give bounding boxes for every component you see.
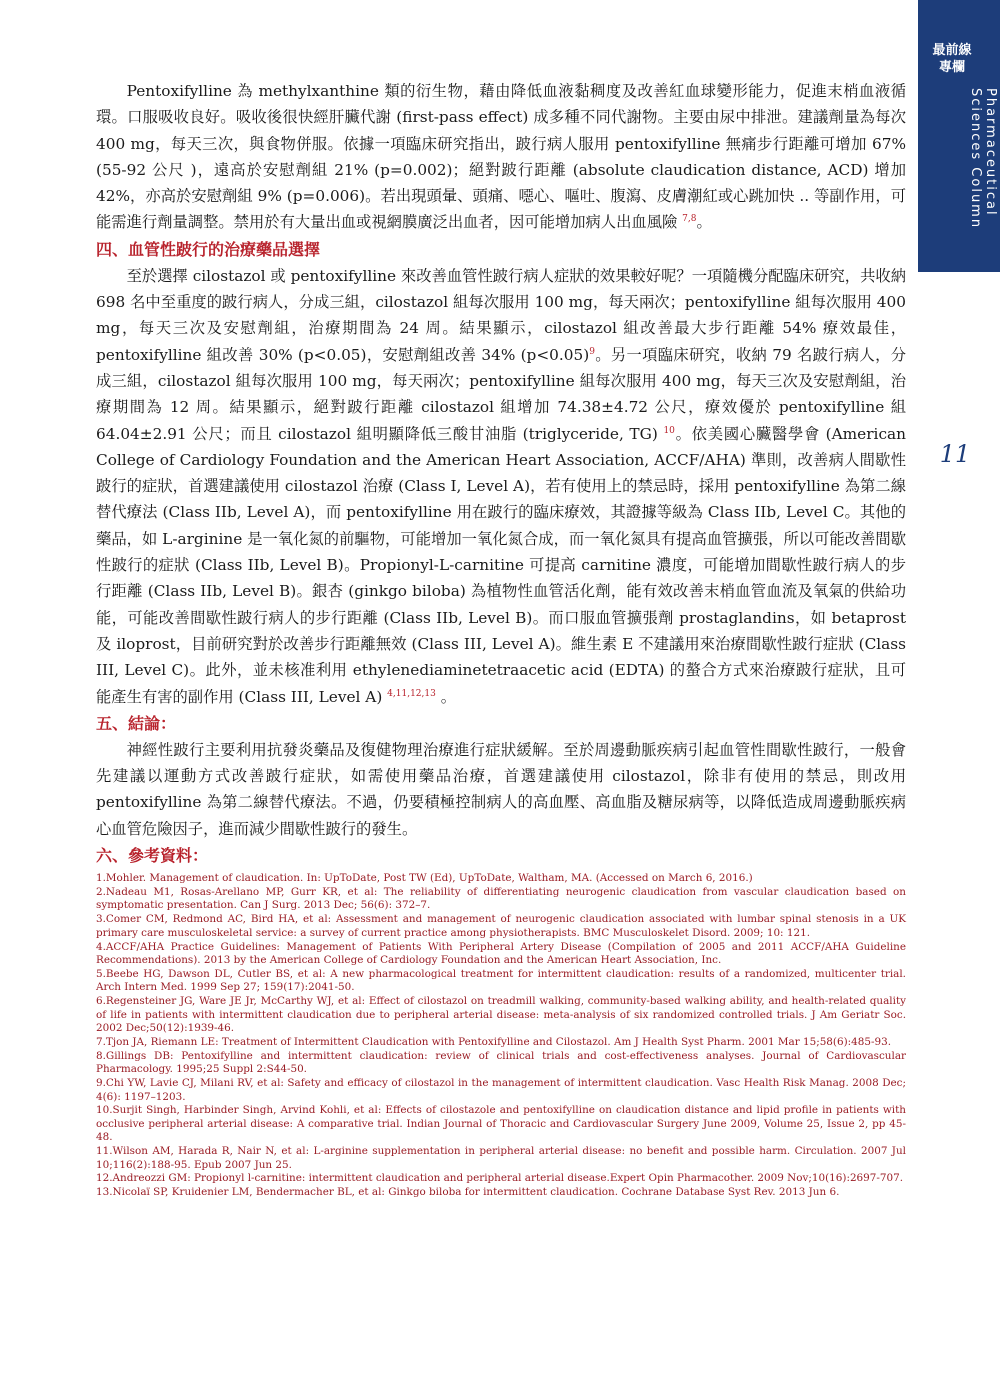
column-title-en <box>968 88 998 229</box>
reference-item: 5.Beebe HG, Dawson DL, Cutler BS, et al: A new pharmacological treatment for intermittent claudication: results of a randomized, multicenter trial. Arch Intern Med. 1999 Sep 27; 159(17):2041-50. <box>96 967 906 994</box>
section-heading-4: 四、血管性跛行的治療藥品選擇 <box>96 239 321 259</box>
citation-9: 9 <box>589 346 595 357</box>
column-title-cn <box>924 42 980 76</box>
reference-item: 7.Tjon JA, Riemann LE: Treatment of Intermittent Claudication with Pentoxifylline and Cilostazol. Am J Health Syst Pharm. 2001 Mar 15;58(6):485-93. <box>96 1035 891 1048</box>
reference-item: 8.Gillings DB: Pentoxifylline and intermittent claudication: review of clinical trials and cost-effectiveness analyses. Journal of Cardiovascular Pharmacology. 1995;25 Suppl 2:S44-50. <box>96 1049 906 1076</box>
paragraph-drug-selection-end: 。 <box>435 687 457 706</box>
column-title-line1: 最前線 <box>932 43 972 58</box>
paragraph-pentoxifylline-end: 。 <box>696 213 712 232</box>
article-body <box>96 78 906 1200</box>
reference-item: 3.Comer CM, Redmond AC, Bird HA, et al: Assessment and management of neurogenic claudication associated with lumbar spinal stenosis in a UK primary care musculoskeletal service: a survey of current practice among physiotherapists. BMC Musculoskelet Disord. 2009; 10: 121. <box>96 913 906 939</box>
reference-item: 9.Chi YW, Lavie CJ, Milani RV, et al: Safety and efficacy of cilostazol in the management of intermittent claudication. Vasc Health Risk Manag. 2008 Dec; 4(6): 1197–1203. <box>96 1077 906 1103</box>
citation-4-11-12-13: 4,11,12,13 <box>387 688 436 699</box>
section-heading-6: 六、參考資料： <box>96 846 209 866</box>
column-title-en-line1: Pharmaceutical <box>983 88 998 217</box>
reference-item: 10.Surjit Singh, Harbinder Singh, Arvind Kohli, et al: Effects of cilostazole and pentoxifylline on claudication distance and lipid profile in patients with occlusive peripheral arterial disease: A comparative trial. Indian Journal of Thoracic and Cardiovascular Surgery June 2009, Volume 25, Issue 2, pp 45-48. <box>96 1104 906 1144</box>
paragraph-drug-selection <box>96 263 906 710</box>
paragraph-pentoxifylline <box>96 78 906 236</box>
paragraph-drug-selection-part1: 至於選擇 cilostazol 或 pentoxifylline 來改善血管性跛行病人症狀的效果較好呢？一項隨機分配臨床研究，共收納 698 名中至重度的跛行病人，分成三組，cilostazol 組每次服用 100 mg，每天兩次；pentoxifylline 組每次服用 400 mg，每天三次及安慰劑組，治療期間為 24 周。結果顯示，cilostazol 組改善最大步行距離 54% 療效最佳，pentoxifylline 組改善 30% (p<0.05)，安慰劑組改善 34% (p<0.05) <box>96 266 906 364</box>
reference-item: 6.Regensteiner JG, Ware JE Jr, McCarthy WJ, et al: Effect of cilostazol on treadmill walking, community-based walking ability, and health-related quality of life in patients with intermittent claudication due to peripheral arterial disease: meta-analysis of six randomized controlled trials. J Am Geriatr Soc. 2002 Dec;50(12):1939-46. <box>96 995 906 1034</box>
citation-10: 10 <box>663 425 675 436</box>
reference-item: 13.Nicolaï SP, Kruidenier LM, Bendermacher BL, et al: Ginkgo biloba for intermittent claudication. Cochrane Database Syst Rev. 2013 Jun 6. <box>96 1186 840 1199</box>
reference-item: 11.Wilson AM, Harada R, Nair N, et al: L-arginine supplementation in peripheral arterial disease: no benefit and possible harm. Circulation. 2007 Jul 10;116(2):188-95. Epub 2007 Jun 25. <box>96 1145 906 1171</box>
paragraph-drug-selection-part3: 。依美國心臟醫學會 (American College of Cardiology Foundation and the American Heart Association, ACCF/AHA) 準則，改善病人間歇性跛行的症狀，首選建議使用 cilostazol 治療 (Class I, Level A)，若有使用上的禁忌時，採用 pentoxifylline 為第二線替代療法 (Class IIb, Level A)，而 pentoxifylline 用在跛行的臨床療效，其證據等級為 Class IIb, Level C。其他的藥品，如 L-arginine 是一氧化氮的前驅物，可能增加一氧化氮合成，而一氧化氮具有提高血管擴張，所以可能改善間歇性跛行的症狀 (Class IIb, Level B)。Propionyl-L-carnitine 可提高 carnitine 濃度，可能增加間歇性跛行病人的步行距離 (Class IIb, Level B)。銀杏 (ginkgo biloba) 為植物性血管活化劑，能有效改善末梢血管血流及氧氣的供給功能，可能改善間歇性跛行病人的步行距離 (Class IIb, Level B)。而口服血管擴張劑 prostaglandins，如 betaprost 及 iloprost，目前研究對於改善步行距離無效 (Class III, Level A)。維生素 E 不建議用來治療間歇性跛行症狀 (Class III, Level C)。此外，並未核准利用 ethylenediaminetetraacetic acid (EDTA) 的螯合方式來治療跛行症狀，且可能產生有害的副作用 (Class III, Level A) <box>96 424 906 706</box>
reference-item: 2.Nadeau M1, Rosas-Arellano MP, Gurr KR, et al: The reliability of differentiating neurogenic claudication from vascular claudication based on symptomatic presentation. Can J Surg. 2013 Dec; 56(6): 372–7. <box>96 885 906 912</box>
reference-item: 12.Andreozzi GM: Propionyl l-carnitine: intermittent claudication and peripheral arterial disease.Expert Opin Pharmacother. 2009 Nov;10(16):2697-707. <box>96 1172 904 1185</box>
column-title-line2: 專欄 <box>938 60 965 75</box>
reference-list <box>96 872 906 1200</box>
column-title-en-line2: Sciences Column <box>968 88 983 230</box>
column-side-tab <box>918 0 1000 272</box>
reference-item: 4.ACCF/AHA Practice Guidelines: Management of Patients With Peripheral Artery Disease (Compilation of 2005 and 2011 ACCF/AHA Guideline Recommendations). 2013 by the American College of Cardiology Foundation and the American Heart Association, Inc. <box>96 940 906 966</box>
paragraph-drug-selection-part2: 。另一項臨床研究，收納 79 名跛行病人，分成三組，cilostazol 組每次服用 100 mg，每天兩次；pentoxifylline 組每次服用 400 mg，每天三次及安慰劑組，治療期間為 12 周。結果顯示，絕對跛行距離 cilostazol 組增加 74.38±4.72 公尺，療效優於 pentoxifylline 組 64.04±2.91 公尺；而且 cilostazol 組明顯降低三酸甘油脂 (triglyceride, TG) <box>96 345 906 443</box>
page-number: 11 <box>939 440 971 468</box>
paragraph-pentoxifylline-text: Pentoxifylline 為 methylxanthine 類的衍生物，藉由降低血液黏稠度及改善紅血球變形能力，促進末梢血液循環。口服吸收良好。吸收後很快經肝臟代謝 (first-pass effect) 成多種不同代謝物。主要由尿中排泄。建議劑量為每次 400 mg，每天三次，與食物併服。依據一項臨床研究指出，跛行病人服用 pentoxifylline 無痛步行距離可增加 67% (55-92 公尺 )，遠高於安慰劑組 21% (p=0.002)；絕對跛行距離 (absolute claudication distance, ACD) 增加 42%，亦高於安慰劑組 9% (p=0.006)。若出現頭暈、頭痛、噁心、嘔吐、腹瀉、皮膚潮紅或心跳加快 .. 等副作用，可能需進行劑量調整。禁用於有大量出血或視網膜廣泛出血者，因可能增加病人出血風險 <box>96 82 906 232</box>
paragraph-conclusion: 神經性跛行主要利用抗發炎藥品及復健物理治療進行症狀緩解。至於周邊動脈疾病引起血管性間歇性跛行，一般會先建議以運動方式改善跛行症狀，如需使用藥品治療，首選建議使用 cilostazol，除非有使用的禁忌，則改用 pentoxifylline 為第二線替代療法。不過，仍要積極控制病人的高血壓、高血脂及糖尿病等，以降低造成周邊動脈疾病心血管危險因子，進而減少間歇性跛行的發生。 <box>96 740 906 838</box>
reference-item: 1.Mohler. Management of claudication. In: UpToDate, Post TW (Ed), UpToDate, Waltham, MA. (Accessed on March 6, 2016.) <box>96 872 753 885</box>
citation-7-8: 7,8 <box>682 214 697 225</box>
section-heading-5: 五、結論： <box>96 713 177 733</box>
